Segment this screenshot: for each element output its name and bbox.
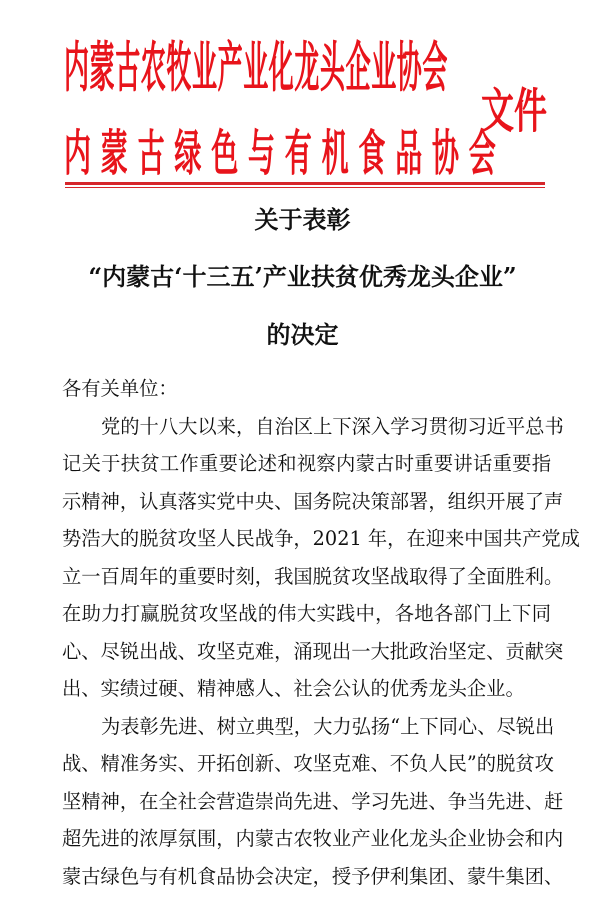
document-label: 文件 [481, 82, 547, 140]
issuer-line-2: 内蒙古绿色与有机食品协会 [64, 126, 506, 183]
header-divider-thin [65, 187, 545, 188]
paragraph-line: 超先进的浓厚氛围，内蒙古农牧业产业化龙头企业协会和内 [62, 827, 564, 850]
paragraph-line: 蒙古绿色与有机食品协会决定，授予伊利集团、蒙牛集团、 [62, 864, 564, 888]
paragraph-line: 记关于扶贫工作重要论述和视察内蒙古时重要讲话重要指 [62, 452, 551, 475]
paragraph-line: 心、尽锐出战、攻坚克难，涌现出一大批政治坚定、贡献突 [62, 639, 564, 663]
paragraph-line: 势浩大的脱贫攻坚人民战争，2021 年，在迎来中国共产党成 [62, 527, 580, 550]
document-title-line-2: “内蒙古‘十三五’产业扶贫优秀龙头企业” [88, 262, 517, 291]
document-title-line-1: 关于表彰 [254, 205, 351, 234]
document-title-line-3: 的决定 [266, 320, 339, 349]
paragraph-line: 党的十八大以来，自治区上下深入学习贯彻习近平总书 [101, 414, 564, 438]
paragraph-line: 坚精神，在全社会营造崇尚先进、学习先进、争当先进、赶 [62, 789, 564, 813]
paragraph-line: 示精神，认真落实党中央、国务院决策部署，组织开展了声 [62, 489, 564, 513]
salutation: 各有关单位： [62, 377, 178, 400]
header-divider-thick [65, 182, 545, 185]
paragraph [62, 408, 580, 708]
issuer-line-1: 内蒙古农牧业产业化龙头企业协会 [64, 36, 449, 100]
paragraph-line: 立一百周年的重要时刻，我国脱贫攻坚战取得了全面胜利。 [62, 564, 564, 588]
paragraphs [62, 408, 580, 896]
document-body [62, 370, 580, 895]
paragraph-line: 出、实绩过硬、精神感人、社会公认的优秀龙头企业。 [62, 677, 525, 700]
paragraph-line: 为表彰先进、树立典型，大力弘扬“上下同心、尽锐出 [101, 714, 555, 738]
paragraph-line: 战、精准务实、开拓创新、攻坚克难、不负人民”的脱贫攻 [62, 752, 554, 775]
paragraph [62, 708, 564, 896]
paragraph-line: 在助力打赢脱贫攻坚战的伟大实践中，各地各部门上下同 [62, 602, 551, 625]
